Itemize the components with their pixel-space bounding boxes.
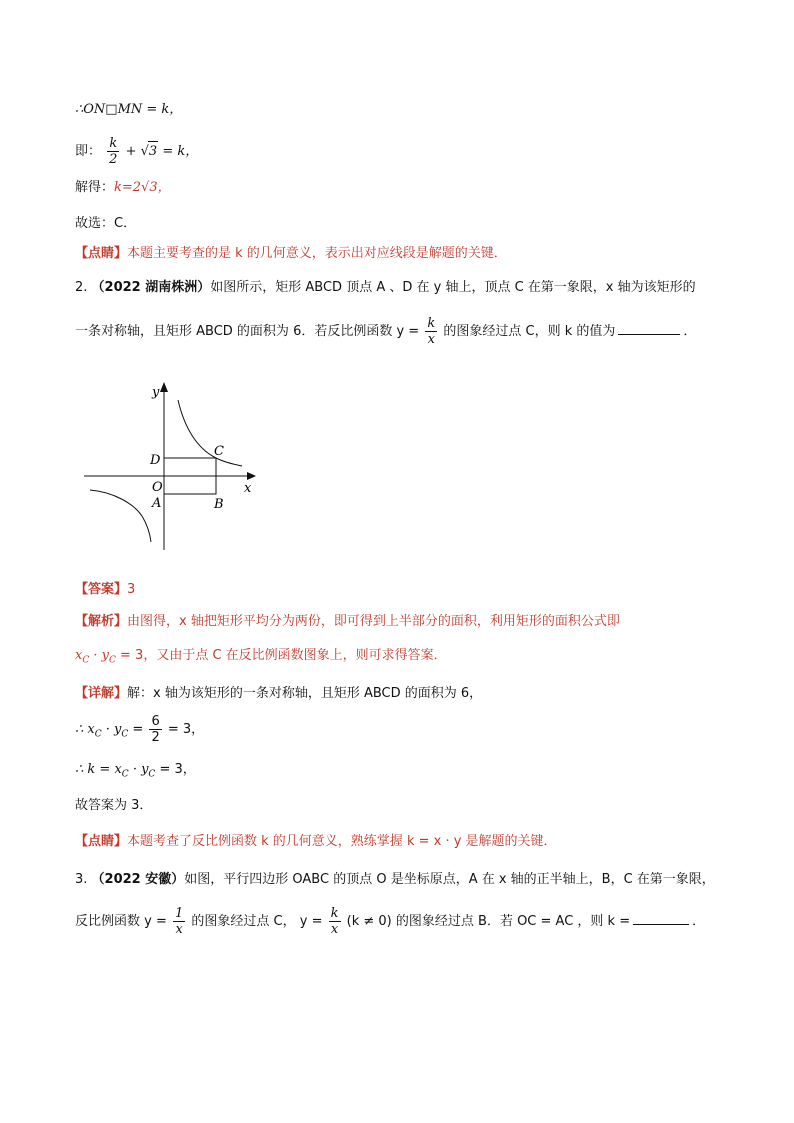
coordinate-figure xyxy=(84,380,264,552)
hyperbola-branch-2 xyxy=(90,490,151,542)
answer-blank xyxy=(618,322,680,335)
note-block-1: 【点睛】本题主要考查的是 k 的几何意义，表示出对应线段是解题的关键． xyxy=(75,246,507,261)
label-o: O xyxy=(152,480,163,495)
detail-line-2: ∴ $x_C \cdot y_C$ = $\frac{6}{2}$ = 3， xyxy=(75,714,205,745)
label-b: B xyxy=(214,497,224,512)
fraction-k-over-x-2: $\frac{k}{x}$ xyxy=(330,906,339,937)
detail-line-3: ∴ $k = x_C \cdot y_C = 3$， xyxy=(75,762,196,780)
fraction-k-over-x: $\frac{k}{x}$ xyxy=(427,316,436,347)
fraction-k-over-2: $\frac{k}{2}$ xyxy=(109,136,118,167)
solution-line-4: 故选：C． xyxy=(75,216,137,231)
label-y: y xyxy=(152,385,160,400)
answer-block: 【答案】3 xyxy=(75,582,136,597)
label-c: C xyxy=(214,444,224,459)
detail-line-1: 【详解】解：x 轴为该矩形的一条对称轴，且矩形 ABCD 的面积为 6， xyxy=(75,686,483,701)
detail-line-4: 故答案为 3． xyxy=(75,798,153,813)
y-axis-arrow xyxy=(160,382,168,392)
hyperbola-branch-1 xyxy=(178,400,242,466)
label-x: x xyxy=(244,481,252,496)
question-2-line-1: 2. （2022 湖南株洲）如图所示，矩形 ABCD 顶点 A 、D 在 y 轴上，顶点 C 在第一象限，x 轴为该矩形的 xyxy=(75,280,696,295)
question-2-line-2: 一条对称轴，且矩形 ABCD 的面积为 6．若反比例函数 y = $\frac{k}{x}$ 的图象经过点 C，则 k 的值为 ． xyxy=(75,316,697,347)
solution-line-3: 解得：k=2√3， xyxy=(75,180,171,195)
solution-line-1: ∴ON□MN = k， xyxy=(75,102,183,117)
fraction-6-over-2: $\frac{6}{2}$ xyxy=(151,714,160,745)
fraction-1-over-x: $\frac{1}{x}$ xyxy=(175,906,184,937)
question-3-line-2: 反比例函数 y = $\frac{1}{x}$ 的图象经过点 C， y = $\frac{k}{x}$ (k ≠ 0) 的图象经过点 B．若 OC = AC ，则 k = ． xyxy=(75,906,706,937)
answer-blank-3 xyxy=(633,912,689,925)
analysis-line-2: $x_C \cdot y_C = 3$，又由于点 C 在反比例函数图象上，则可求得答案． xyxy=(75,648,447,666)
x-axis-arrow xyxy=(247,472,256,480)
solution-line-2: 即： $\frac{k}{2}$ + √3 = k， xyxy=(75,136,199,167)
analysis-line-1: 【解析】由图得，x 轴把矩形平均分为两份，即可得到上半部分的面积，利用矩形的面积公式即 xyxy=(75,614,620,629)
label-d: D xyxy=(150,453,161,468)
question-3-line-1: 3. （2022 安徽）如图，平行四边形 OABC 的顶点 O 是坐标原点，A 在 x 轴的正半轴上，B，C 在第一象限， xyxy=(75,872,715,887)
label-a: A xyxy=(152,496,162,511)
note-block-2: 【点睛】本题考查了反比例函数 k 的几何意义，熟练掌握 k = x · y 是解题的关键． xyxy=(75,834,557,849)
